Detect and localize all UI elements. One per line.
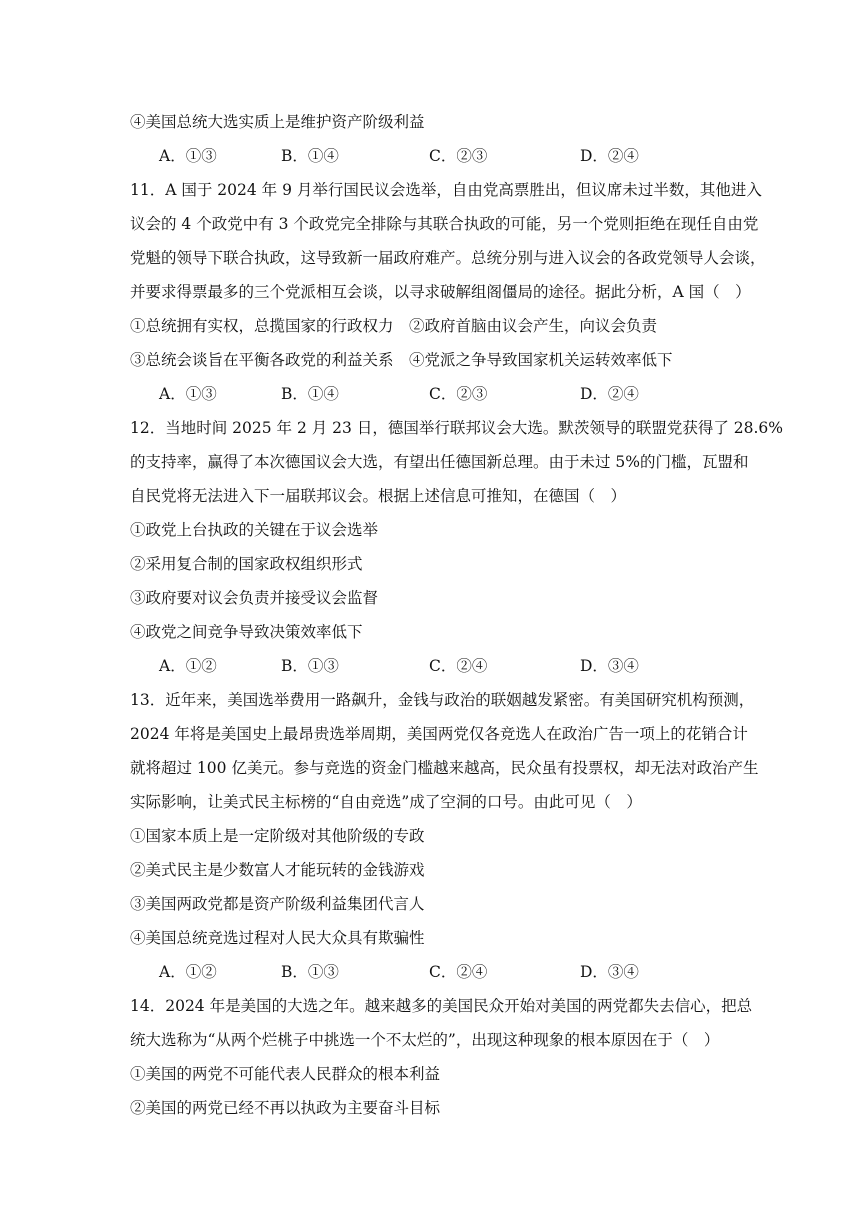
question-11-stem: 议会的 4 个政党中有 3 个政党完全排除与其联合执政的可能，另一个党则拒绝在现任自由党: [130, 215, 759, 233]
option-b: B．①③: [281, 963, 339, 981]
option-a: A．①③: [159, 147, 217, 165]
option-c: C．②③: [429, 385, 488, 403]
option-a: A．①②: [159, 963, 217, 981]
option-b: B．①③: [281, 657, 339, 675]
question-13-stem: 实际影响，让美式民主标榜的“自由竞选”成了空洞的口号。由此可见（ ）: [130, 793, 642, 811]
option-a: A．①②: [159, 657, 217, 675]
answer-item: ④美国总统大选实质上是维护资产阶级利益: [130, 113, 425, 131]
question-12-statement: ③政府要对议会负责并接受议会监督: [130, 589, 379, 607]
question-12-stem: 自民党将无法进入下一届联邦议会。根据上述信息可推知，在德国（ ）: [130, 487, 627, 505]
option-d: D．②④: [580, 385, 639, 403]
option-d: D．③④: [580, 657, 639, 675]
question-13-statement: ④美国总统竞选过程对人民大众具有欺骗性: [130, 929, 425, 947]
question-13-statement: ①国家本质上是一定阶级对其他阶级的专政: [130, 827, 425, 845]
option-c: C．②③: [429, 147, 488, 165]
question-14-statement: ②美国的两党已经不再以执政为主要奋斗目标: [130, 1099, 441, 1117]
question-14-stem: 14．2024 年是美国的大选之年。越来越多的美国民众开始对美国的两党都失去信心，把总: [130, 997, 753, 1015]
question-13-statement: ②美式民主是少数富人才能玩转的金钱游戏: [130, 861, 425, 879]
question-11-stem: 并要求得票最多的三个党派相互会谈，以寻求破解组阁僵局的途径。据此分析，A 国（ ）: [130, 283, 751, 301]
question-12-stem: 12．当地时间 2025 年 2 月 23 日，德国举行联邦议会大选。默茨领导的联盟党获得了 28.6%: [130, 419, 783, 437]
question-13-stem: 2024 年将是美国史上最昂贵选举周期，美国两党仅各竞选人在政治广告一项上的花销合计: [130, 725, 748, 743]
option-b: B．①④: [281, 147, 339, 165]
question-13-stem: 13．近年来，美国选举费用一路飙升，金钱与政治的联姻越发紧密。有美国研究机构预测，: [130, 691, 755, 709]
question-11-stem: 11．A 国于 2024 年 9 月举行国民议会选举，自由党高票胜出，但议席未过半数，其他进入: [130, 181, 762, 199]
question-12-statement: ②采用复合制的国家政权组织形式: [130, 555, 363, 573]
option-c: C．②④: [429, 963, 488, 981]
question-12-statement: ①政党上台执政的关键在于议会选举: [130, 521, 379, 539]
question-11-stem: 党魁的领导下联合执政，这导致新一届政府难产。总统分别与进入议会的各政党领导人会谈，: [130, 249, 766, 267]
question-11-statement: ③总统会谈旨在平衡各政党的利益关系 ④党派之争导致国家机关运转效率低下: [130, 351, 673, 369]
question-11-statement: ①总统拥有实权，总揽国家的行政权力 ②政府首脑由议会产生，向议会负责: [130, 317, 658, 335]
question-13-stem: 就将超过 100 亿美元。参与竞选的资金门槛越来越高，民众虽有投票权，却无法对政治产生: [130, 759, 759, 777]
question-14-statement: ①美国的两党不可能代表人民群众的根本利益: [130, 1065, 441, 1083]
option-b: B．①④: [281, 385, 339, 403]
option-d: D．③④: [580, 963, 639, 981]
question-13-statement: ③美国两政党都是资产阶级利益集团代言人: [130, 895, 425, 913]
question-12-stem: 的支持率，赢得了本次德国议会大选，有望出任德国新总理。由于未过 5%的门槛，瓦盟和: [130, 453, 749, 471]
question-14-stem: 统大选称为“从两个烂桃子中挑选一个不太烂的”，出现这种现象的根本原因在于（ ）: [130, 1031, 720, 1049]
option-c: C．②④: [429, 657, 488, 675]
option-d: D．②④: [580, 147, 639, 165]
option-a: A．①③: [159, 385, 217, 403]
question-12-statement: ④政党之间竞争导致决策效率低下: [130, 623, 363, 641]
